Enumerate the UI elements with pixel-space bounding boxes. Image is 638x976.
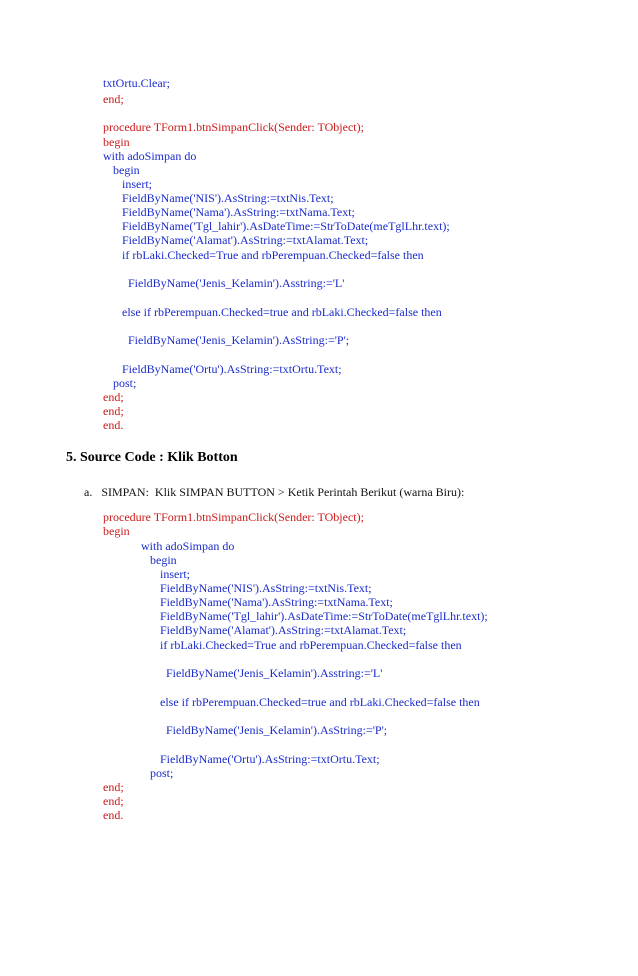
code-line: FieldByName('Ortu').AsString:=txtOrtu.Text; bbox=[122, 362, 342, 376]
code-line: FieldByName('Tgl_lahir').AsDateTime:=StrToDate(meTglLhr.text); bbox=[160, 609, 488, 623]
code-line: FieldByName('NIS').AsString:=txtNis.Text; bbox=[160, 581, 372, 595]
code-line: else if rbPerempuan.Checked=true and rbLaki.Checked=false then bbox=[122, 305, 442, 319]
code-line: begin bbox=[103, 524, 130, 538]
section-heading: 5. Source Code : Klik Botton bbox=[66, 450, 238, 465]
code-line: FieldByName('Jenis_Kelamin').AsString:='P'; bbox=[166, 723, 388, 737]
code-line: FieldByName('Ortu').AsString:=txtOrtu.Text; bbox=[160, 752, 380, 766]
code-line: begin bbox=[113, 163, 140, 177]
code-line: with adoSimpan do bbox=[141, 539, 235, 553]
code-line: txtOrtu.Clear; bbox=[103, 76, 170, 90]
code-line: FieldByName('Jenis_Kelamin').AsString:='P'; bbox=[128, 333, 350, 347]
code-line: if rbLaki.Checked=True and rbPerempuan.Checked=false then bbox=[160, 638, 462, 652]
code-line: post; bbox=[150, 766, 174, 780]
code-line: procedure TForm1.btnSimpanClick(Sender: TObject); bbox=[103, 510, 364, 524]
code-line: post; bbox=[113, 376, 137, 390]
list-item-a: a. SIMPAN: Klik SIMPAN BUTTON > Ketik Perintah Berikut (warna Biru): bbox=[84, 485, 465, 499]
code-line: FieldByName('NIS').AsString:=txtNis.Text; bbox=[122, 191, 334, 205]
code-line: FieldByName('Nama').AsString:=txtNama.Text; bbox=[160, 595, 393, 609]
code-line: if rbLaki.Checked=True and rbPerempuan.Checked=false then bbox=[122, 248, 424, 262]
code-line: FieldByName('Nama').AsString:=txtNama.Text; bbox=[122, 205, 355, 219]
code-line: FieldByName('Tgl_lahir').AsDateTime:=StrToDate(meTglLhr.text); bbox=[122, 219, 450, 233]
code-line: insert; bbox=[122, 177, 152, 191]
code-line: end; bbox=[103, 794, 124, 808]
code-line: FieldByName('Alamat').AsString:=txtAlamat.Text; bbox=[160, 623, 407, 637]
code-line: end; bbox=[103, 780, 124, 794]
code-line: end; bbox=[103, 92, 124, 106]
code-line: else if rbPerempuan.Checked=true and rbLaki.Checked=false then bbox=[160, 695, 480, 709]
code-line: FieldByName('Jenis_Kelamin').Asstring:='L' bbox=[128, 276, 345, 290]
code-line: end. bbox=[103, 418, 124, 432]
code-line: end; bbox=[103, 390, 124, 404]
code-line: FieldByName('Jenis_Kelamin').Asstring:='L' bbox=[166, 666, 383, 680]
code-line: FieldByName('Alamat').AsString:=txtAlamat.Text; bbox=[122, 233, 369, 247]
code-line: insert; bbox=[160, 567, 190, 581]
code-line: with adoSimpan do bbox=[103, 149, 197, 163]
code-line: end; bbox=[103, 404, 124, 418]
code-line: end. bbox=[103, 808, 124, 822]
code-line: begin bbox=[103, 135, 130, 149]
code-line: begin bbox=[150, 553, 177, 567]
code-line: procedure TForm1.btnSimpanClick(Sender: TObject); bbox=[103, 120, 364, 134]
